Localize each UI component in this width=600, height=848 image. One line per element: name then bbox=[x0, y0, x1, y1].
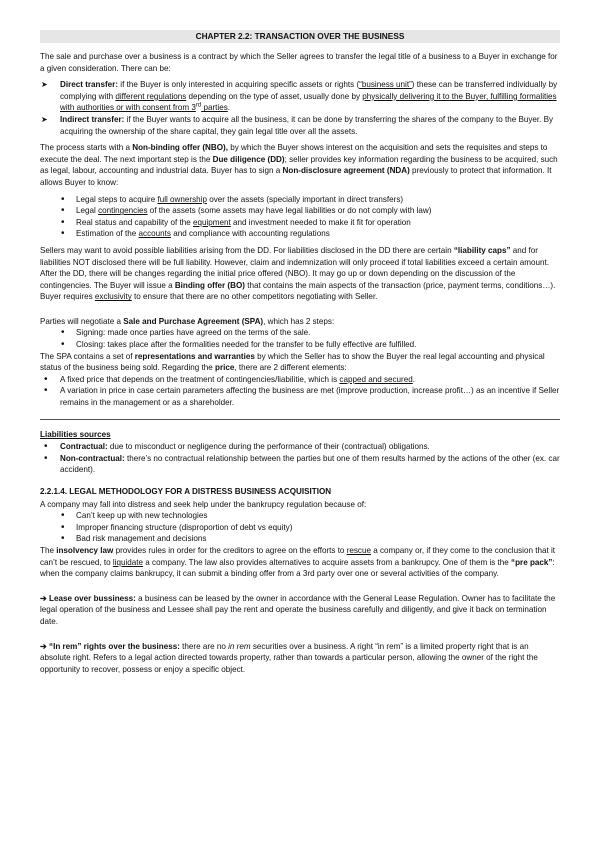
list-item: • Signing: made once parties have agreed on the terms of the sale. bbox=[40, 327, 560, 339]
list-item: ➤ Indirect transfer: if the Buyer wants to acquire all the business, it can be done by transferring the shares of the company to the Buyer. By acquiring the ownership of the share capital, they gain legal title over all the assets. bbox=[40, 114, 560, 137]
term: Direct transfer: bbox=[60, 80, 119, 90]
document-page bbox=[40, 30, 560, 680]
list-item: • Contractual: due to misconduct or negligence during the performance of their (contractual) obligations. bbox=[40, 441, 560, 453]
dd-items-list bbox=[40, 194, 560, 240]
price-elements-list bbox=[40, 374, 560, 409]
sellers-paragraph: Sellers may want to avoid possible liabilities arising from the DD. For liabilities disclosed in the DD there are certain “liability caps” and for liabilities NOT disclosed there will be full liability. However, claim and indemnization will only proceed if total liabilities exceed a certain amount. After the DD, there will be changes regarding the initial price offered (NBO). It may go up or down depending on the discussion of the contingencies. The Buyer will issue a Binding offer (BO) that contains the main aspects of the transaction (price, payment terms, conditions…). Buyer requires exclusivity to ensure that there are no other competitors negotiating with Seller. bbox=[40, 245, 556, 302]
divider bbox=[40, 419, 560, 420]
chapter-title: CHAPTER 2.2: TRANSACTION OVER THE BUSINESS bbox=[40, 30, 560, 43]
spa-steps-list bbox=[40, 327, 560, 350]
list-item: • Legal steps to acquire full ownership over the assets (specially important in direct transfers) bbox=[40, 194, 560, 206]
list-item: • Real status and capability of the equipment and investment needed to make it fit for operation bbox=[40, 217, 560, 229]
liabilities-list bbox=[40, 441, 560, 476]
transfer-types-list bbox=[40, 79, 560, 137]
list-item: • A variation in price in case certain parameters affecting the business are met (improve production, increase profit…) as an incentive if Seller remains in the management or as a shareholder. bbox=[40, 385, 560, 408]
list-item: • A fixed price that depends on the treatment of contingencies/liabilitie, which is capped and secured. bbox=[40, 374, 560, 386]
list-item: • Legal contingencies of the assets (some assets may have legal liabilities or do not comply with law) bbox=[40, 205, 560, 217]
list-item: • Non-contractual: there’s no contractual relationship between the parties but one of them results harmed by the actions of the other (ex. car accident). bbox=[40, 453, 560, 476]
list-item: • Bad risk management and decisions bbox=[40, 533, 560, 545]
liabilities-heading: Liabilities sources bbox=[40, 429, 111, 439]
lease-paragraph: ➔ Lease over bussiness: a business can be leased by the owner in accordance with the General Lease Regulation. Owner has to facilitate the legal operation of the business and Lessee shall pay the rent and operate the business carefully and diligently, and give it back on termination date. bbox=[40, 593, 556, 626]
list-item: ➤ Direct transfer: if the Buyer is only interested in acquiring specific assets or rights (“business unit”) these can be transferred individually by complying with different regulations depending on the type of asset, usually done by physically delivering it to the Buyer, fulfilling formalities with authorities or with consent from 3rd parties. bbox=[40, 79, 560, 114]
distress-intro: A company may fall into distress and seek help under the bankrupcy regulation because of: bbox=[40, 499, 367, 509]
list-item: • Can’t keep up with new technologies bbox=[40, 510, 560, 522]
list-item: • Estimation of the accounts and compliance with accounting regulations bbox=[40, 228, 560, 240]
insolvency-paragraph: The insolvency law provides rules in order for the creditors to agree on the efforts to rescue a company or, if they come to the conclusion that it can’t be rescued, to liquidate a company. The law also provides alternatives to acquire assets from a bankrupcy. One of them is the “pre pack”: when the company claims bankrupcy, it can submit a binding offer from a 3rd party over one or several activities of the company. bbox=[40, 545, 555, 579]
list-item: • Closing: takes place after the formalities needed for the transfer to be fully effective are fulfilled. bbox=[40, 339, 560, 351]
distress-causes-list bbox=[40, 510, 560, 545]
term: Indirect transfer: bbox=[60, 114, 125, 124]
spa-paragraph: Parties will negotiate a Sale and Purchase Agreement (SPA), which has 2 steps: bbox=[40, 316, 335, 326]
list-item: • Improper financing structure (disproportion of debt vs equity) bbox=[40, 522, 560, 534]
distress-heading: 2.2.1.4. LEGAL METHODOLOGY FOR A DISTRESS BUSINESS ACQUISITION bbox=[40, 487, 332, 496]
process-paragraph: The process starts with a Non-binding offer (NBO), by which the Buyer shows interest on the acquisition and sets the requisites and steps to execute the deal. The next important step is the Due diligence (DD); seller provides key information regarding the business to be acquired, such as legal, labour, accounting and industrial data. Buyer has to sign a Non-disclosure agreement (NDA) previously to protect that information. It allows Buyer to know: bbox=[40, 143, 558, 187]
spa-contains-paragraph: The SPA contains a set of representations and warranties by which the Seller has to show the Buyer the real legal accounting and physical status of the business being sold. Regarding the price, there are 2 different elements: bbox=[40, 351, 545, 373]
in-rem-paragraph: ➔ “In rem” rights over the business: there are no in rem securities over a business. A right “in rem” is a limited property right that is an absolute right. Refers to a legal action directed towards property, rather than towards a particular person, allowing the owner of the right the opportunity to recover, possess or enjoy a specific object. bbox=[40, 641, 538, 674]
intro-paragraph: The sale and purchase over a business is a contract by which the Seller agrees to transfer the legal title of a business to a Buyer in exchange for a given consideration. There can be: bbox=[40, 52, 558, 73]
